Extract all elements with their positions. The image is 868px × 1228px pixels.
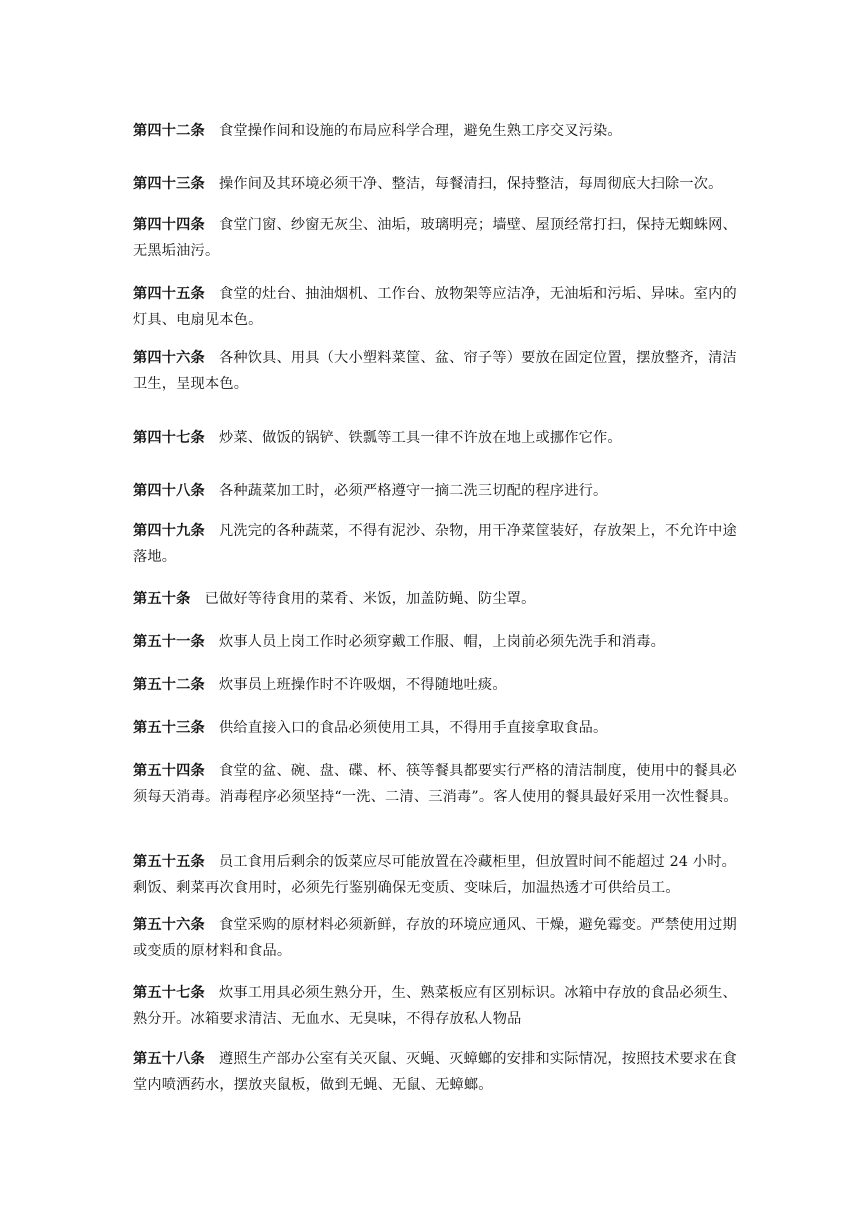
article-number: 第五十三条 [133,720,205,736]
article-text: 各种蔬菜加工时，必须严格遵守一摘二洗三切配的程序进行。 [218,483,608,499]
article-text: 食堂采购的原材料必须新鲜，存放的环境应通风、干燥，避免霉变。严禁使用过期或变质的原材料和食品。 [133,917,737,959]
article-57 [133,980,745,1032]
article-number: 第四十三条 [133,176,205,192]
article-text: 已做好等待食用的菜肴、米饭，加盖防蝇、防尘罩。 [204,591,536,607]
article-number: 第五十条 [133,591,191,607]
article-48 [133,478,745,504]
article-number: 第五十四条 [133,763,205,779]
article-text: 凡洗完的各种蔬菜，不得有泥沙、杂物，用干净菜筐装好，存放架上，不允许中途落地。 [133,523,737,565]
article-text: 炊事工用具必须生熟分开，生、熟菜板应有区别标识。冰箱中存放的食品必须生、熟分开。冰箱要求清洁、无血水、无臭味，不得存放私人物品 [133,985,737,1027]
article-51 [133,629,745,655]
article-number: 第四十八条 [133,483,205,499]
article-52 [133,672,745,698]
article-text: 食堂操作间和设施的布局应科学合理，避免生熟工序交叉污染。 [218,123,622,139]
article-text: 食堂的盆、碗、盘、碟、杯、筷等餐具都要实行严格的清洁制度，使用中的餐具必须每天消毒。消毒程序必须坚持“一洗、二清、三消毒”。客人使用的餐具最好采用一次性餐具。 [133,763,738,805]
article-text: 员工食用后剩余的饭菜应尽可能放置在冷藏柜里，但放置时间不能超过 24 小时。剩饭、剩菜再次食用时，必须先行鉴别确保无变质、变味后，加温热透才可供给员工。 [133,854,737,896]
article-text: 操作间及其环境必须干净、整洁，每餐清扫，保持整洁，每周彻底大扫除一次。 [218,176,723,192]
article-56 [133,912,745,964]
article-43 [133,171,745,197]
article-54 [133,758,745,810]
article-49 [133,518,745,570]
article-number: 第四十六条 [133,350,205,366]
article-number: 第四十七条 [133,430,205,446]
article-47 [133,425,745,451]
article-number: 第四十五条 [133,286,205,302]
article-text: 遵照生产部办公室有关灭鼠、灭蝇、灭蟑螂的安排和实际情况，按照技术要求在食堂内喷洒药水，摆放夹鼠板，做到无蝇、无鼠、无蟑螂。 [133,1051,737,1093]
article-text: 炊事人员上岗工作时必须穿戴工作服、帽，上岗前必须先洗手和消毒。 [218,634,665,650]
article-58 [133,1046,745,1098]
article-text: 食堂门窗、纱窗无灰尘、油垢，玻璃明亮；墙壁、屋顶经常打扫，保持无蜘蛛网、无黑垢油污。 [133,217,737,259]
article-number: 第五十七条 [133,985,205,1001]
article-45 [133,281,745,333]
article-55 [133,849,745,901]
article-44 [133,212,745,264]
article-text: 炊事员上班操作时不许吸烟，不得随地吐痰。 [218,677,507,693]
article-number: 第五十一条 [133,634,205,650]
article-number: 第四十四条 [133,217,205,233]
article-text: 食堂的灶台、抽油烟机、工作台、放物架等应洁净，无油垢和污垢、异味。室内的灯具、电扇见本色。 [133,286,737,328]
article-46 [133,345,745,397]
article-number: 第五十二条 [133,677,205,693]
article-53 [133,715,745,741]
article-number: 第四十九条 [133,523,205,539]
article-number: 第五十六条 [133,917,205,933]
article-text: 供给直接入口的食品必须使用工具，不得用手直接拿取食品。 [218,720,608,736]
article-text: 炒菜、做饭的锅铲、铁瓢等工具一律不许放在地上或挪作它作。 [218,430,622,446]
article-number: 第五十五条 [133,854,205,870]
article-50 [133,586,745,612]
article-text: 各种饮具、用具（大小塑料菜筐、盆、帘子等）要放在固定位置，摆放整齐，清洁卫生，呈现本色。 [133,350,737,392]
article-number: 第四十二条 [133,123,205,139]
article-number: 第五十八条 [133,1051,205,1067]
article-42 [133,118,745,144]
